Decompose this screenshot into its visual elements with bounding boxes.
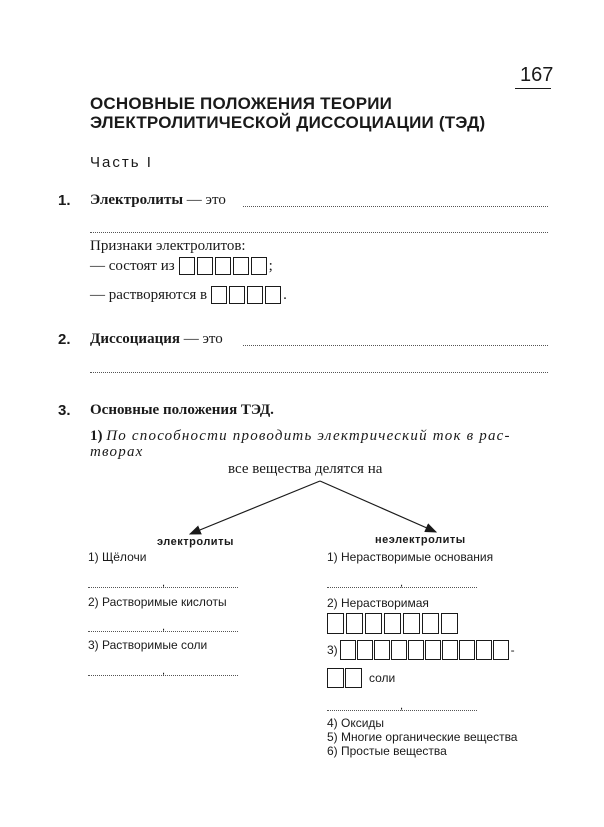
letter-box[interactable] [442, 640, 458, 660]
nonelectrolytes-item-1: 1) Нерастворимые основания [327, 550, 494, 564]
nonelectrolytes-items-rest [327, 716, 517, 758]
separator-comma: , [162, 577, 166, 589]
letter-box[interactable] [441, 613, 458, 634]
letter-box[interactable] [425, 640, 441, 660]
electrolytes-item-1: 1) Щёлочи [88, 550, 147, 564]
nonelectrolytes-item-6: 6) Простые вещества [327, 744, 447, 758]
part-label: Часть I [90, 154, 153, 171]
q3-number: 3. [58, 402, 71, 419]
separator-comma: , [400, 700, 404, 712]
nonelectrolytes-item-4: 4) Оксиды [327, 716, 385, 730]
letter-box[interactable] [476, 640, 492, 660]
q1-number: 1. [58, 192, 71, 209]
letter-box[interactable] [345, 668, 362, 688]
q3-sub1-number: 1) [90, 428, 103, 444]
letter-box[interactable] [408, 640, 424, 660]
separator-comma: , [162, 621, 166, 633]
q1-sign-2-prefix: — растворяются в [90, 286, 208, 303]
q1-dash: — это [183, 192, 226, 208]
nonelectrolytes-item-3-number: 3) [327, 643, 338, 657]
separator-comma: , [400, 577, 404, 589]
nonelectrolytes-item-3-continuation [327, 668, 395, 688]
q3-sub1-text-line-1: По способности проводить электрический ток в рас- [106, 428, 511, 444]
letter-box[interactable] [459, 640, 475, 660]
q2-number: 2. [58, 331, 71, 348]
nonelectrolytes-item-2-letter-boxes[interactable] [327, 613, 460, 634]
letter-box[interactable] [365, 613, 382, 634]
electrolytes-title: электролиты [157, 536, 234, 548]
arrow-to-electrolytes [190, 481, 320, 534]
electrolytes-item-3: 3) Растворимые соли [88, 638, 208, 652]
letter-box[interactable] [346, 613, 363, 634]
title-line-1: ОСНОВНЫЕ ПОЛОЖЕНИЯ ТЕОРИИ [90, 94, 393, 113]
nonelectrolytes-item-3-letter-boxes-2[interactable] [327, 668, 363, 688]
letter-box[interactable] [340, 640, 356, 660]
q1-sign-1-suffix: ; [268, 257, 273, 274]
letter-box[interactable] [327, 613, 344, 634]
hyphen: - [510, 643, 515, 657]
letter-box[interactable] [391, 640, 407, 660]
nonelectrolytes-item-3-letter-boxes-1[interactable] [340, 640, 510, 660]
arrow-to-nonelectrolytes [320, 481, 436, 532]
nonelectrolytes-item-5: 5) Многие органические вещества [327, 730, 518, 744]
nonelectrolytes-item-3-suffix: соли [369, 671, 396, 685]
q2-dash: — это [179, 331, 223, 347]
separator-comma: , [162, 665, 166, 677]
nonelectrolytes-item-3 [327, 640, 515, 660]
letter-box[interactable] [384, 613, 401, 634]
q1-sign-2-suffix: . [283, 286, 287, 303]
q1-sign-1-prefix: — состоят из [90, 257, 175, 274]
letter-box[interactable] [493, 640, 509, 660]
nonelectrolytes-item-2: 2) Нерастворимая [327, 596, 429, 610]
letter-box[interactable] [422, 613, 439, 634]
letter-box[interactable] [357, 640, 373, 660]
q1-term: Электролиты [90, 192, 184, 208]
letter-box[interactable] [403, 613, 420, 634]
q3-sub1-text-line-2: творах [90, 444, 144, 460]
letter-box[interactable] [327, 668, 344, 688]
q2-term: Диссоциация [90, 331, 180, 347]
q3-heading: Основные положения ТЭД. [90, 402, 274, 418]
title-line-2: ЭЛЕКТРОЛИТИЧЕСКОЙ ДИССОЦИАЦИИ (ТЭД) [90, 113, 486, 132]
electrolytes-item-2: 2) Растворимые кислоты [88, 595, 227, 609]
page-number: 167 [520, 64, 554, 86]
q1-signs-label: Признаки электролитов: [90, 238, 246, 254]
q3-center-label: все вещества делятся на [228, 461, 383, 477]
letter-box[interactable] [374, 640, 390, 660]
nonelectrolytes-title: неэлектролиты [375, 534, 466, 546]
